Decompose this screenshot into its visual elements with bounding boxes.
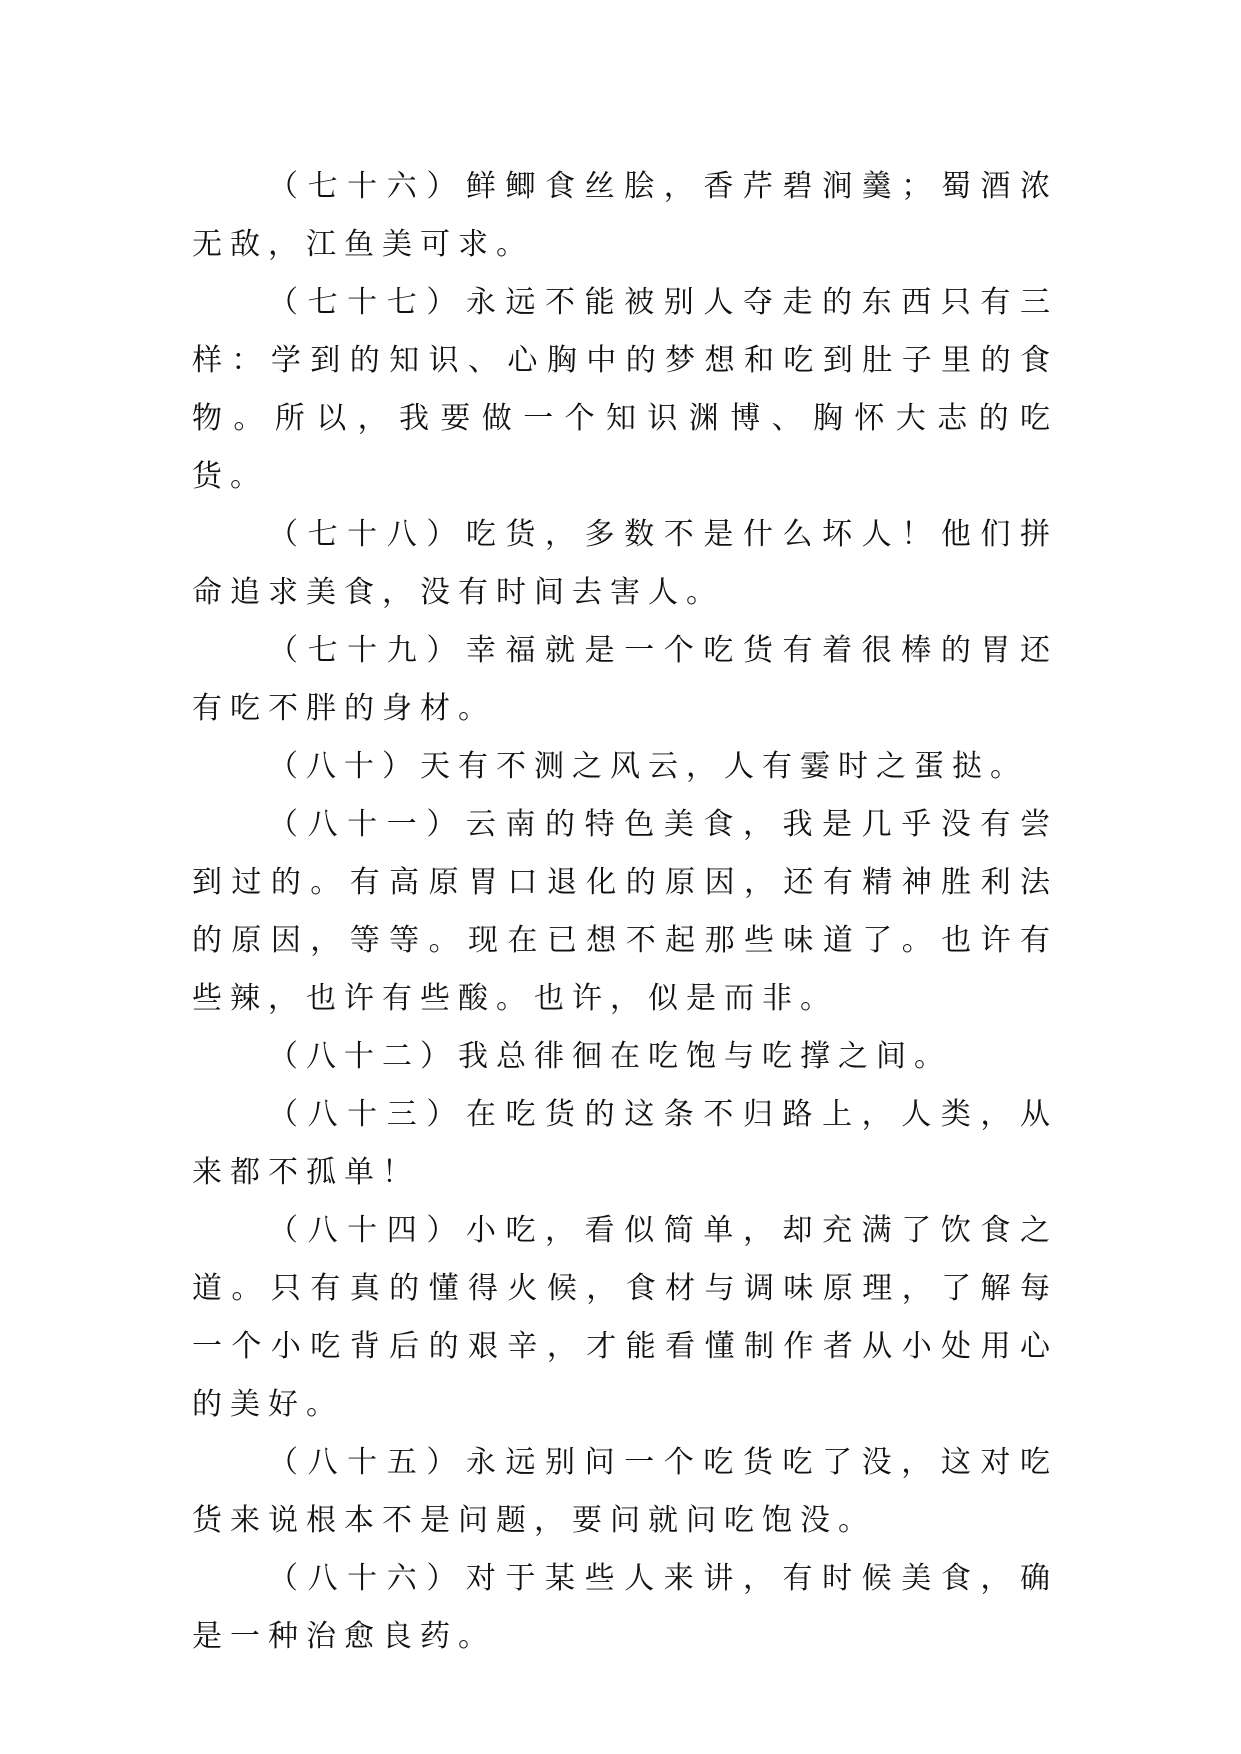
paragraph-82: （八十二）我总徘徊在吃饱与吃撑之间。 bbox=[268, 1039, 952, 1074]
paragraph-76: （七十六）鲜鲫食丝脍，香芹碧涧羹；蜀酒浓无敌，江鱼美可求。 bbox=[192, 169, 1058, 262]
paragraph-83: （八十三）在吃货的这条不归路上，人类，从来都不孤单！ bbox=[192, 1097, 1058, 1190]
paragraph-79: （七十九）幸福就是一个吃货有着很棒的胃还有吃不胖的身材。 bbox=[192, 633, 1058, 726]
paragraph-84: （八十四）小吃，看似简单，却充满了饮食之道。只有真的懂得火候，食材与调味原理，了解每一个小吃背后的艰辛，才能看懂制作者从小处用心的美好。 bbox=[192, 1213, 1058, 1422]
paragraph-85: （八十五）永远别问一个吃货吃了没，这对吃货来说根本不是问题，要问就问吃饱没。 bbox=[192, 1445, 1058, 1538]
paragraph-78: （七十八）吃货，多数不是什么坏人！他们拼命追求美食，没有时间去害人。 bbox=[192, 517, 1058, 610]
paragraph-77: （七十七）永远不能被别人夺走的东西只有三样：学到的知识、心胸中的梦想和吃到肚子里的食物。所以，我要做一个知识渊博、胸怀大志的吃货。 bbox=[192, 285, 1058, 494]
document-body bbox=[192, 158, 1058, 1666]
paragraph-80: （八十）天有不测之风云，人有霎时之蛋挞。 bbox=[268, 749, 1028, 784]
paragraph-81: （八十一）云南的特色美食，我是几乎没有尝到过的。有高原胃口退化的原因，还有精神胜利法的原因，等等。现在已想不起那些味道了。也许有些辣，也许有些酸。也许，似是而非。 bbox=[192, 807, 1058, 1016]
paragraph-86: （八十六）对于某些人来讲，有时候美食，确是一种治愈良药。 bbox=[192, 1561, 1058, 1654]
